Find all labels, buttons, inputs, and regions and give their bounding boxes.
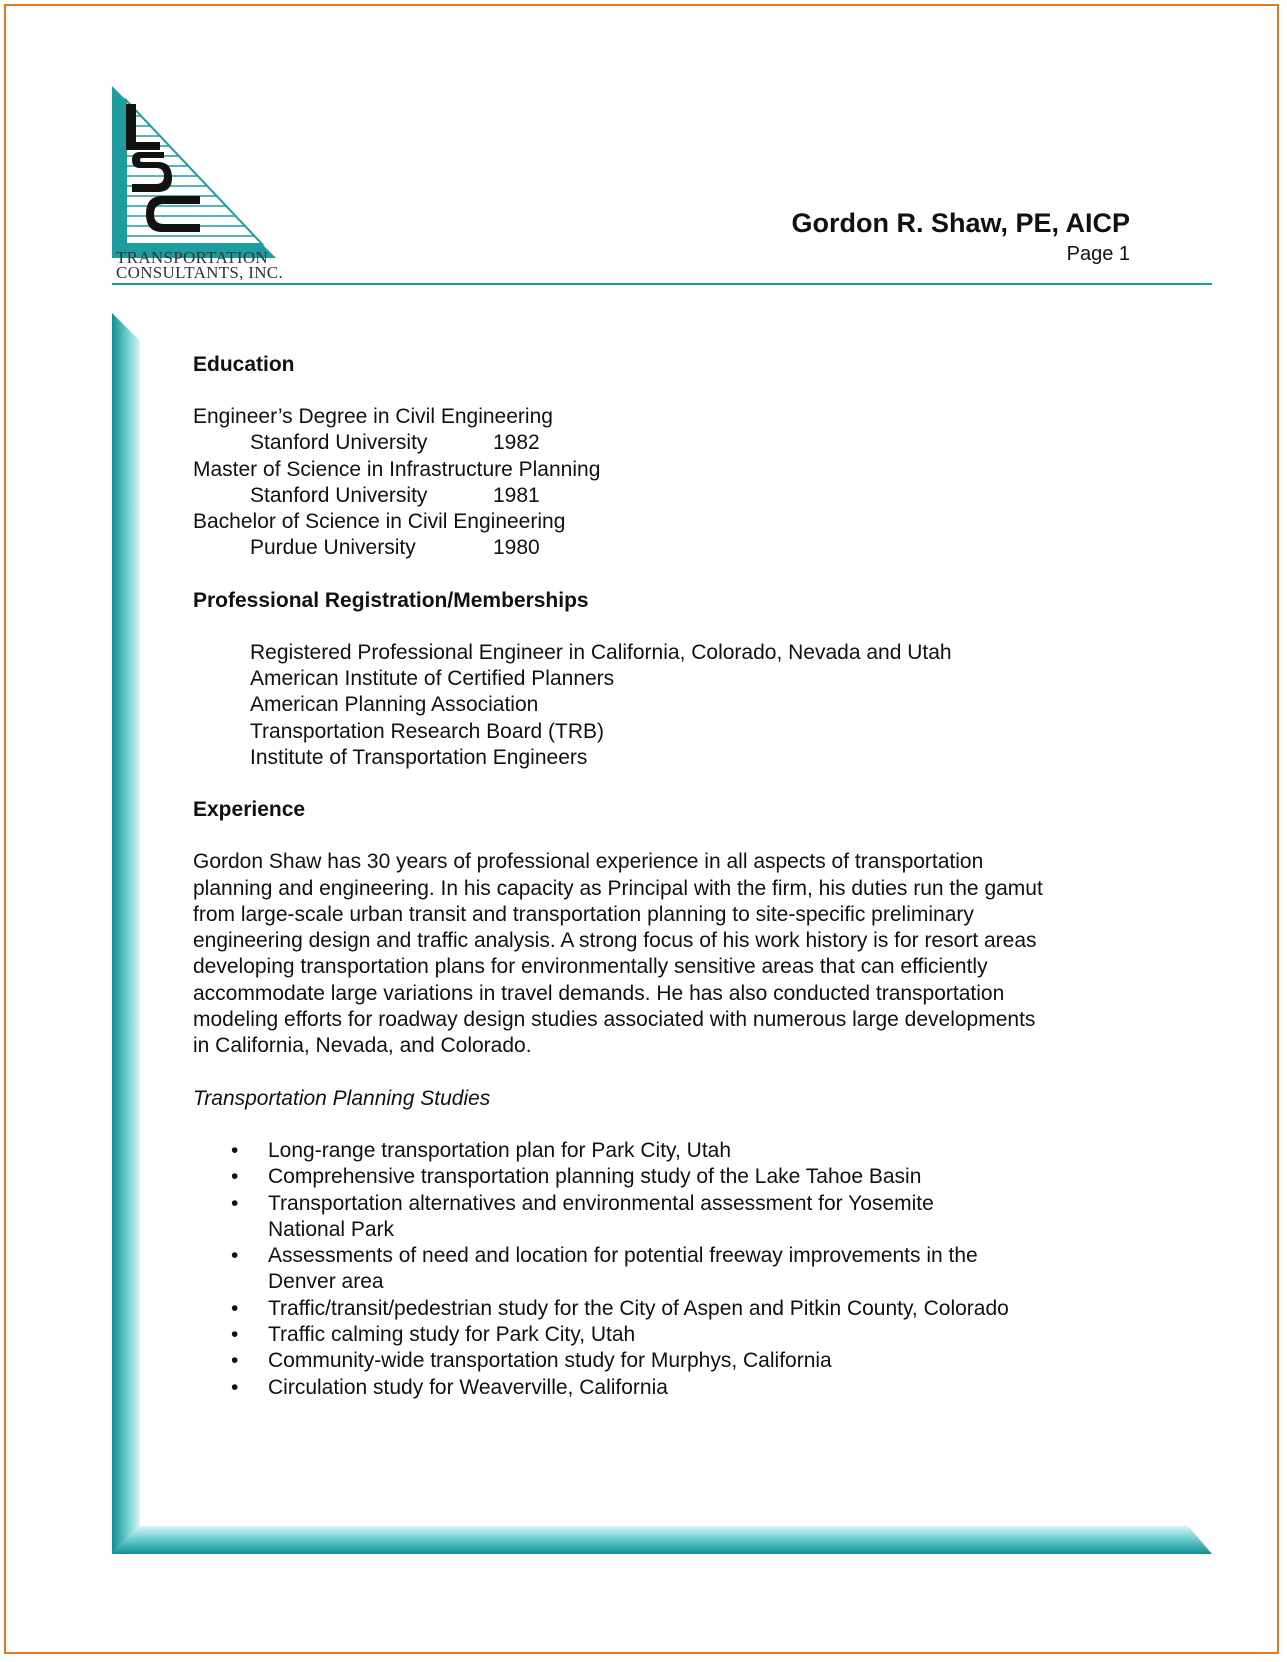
study-line: National Park	[268, 1217, 395, 1241]
person-name: Gordon R. Shaw, PE, AICP	[791, 208, 1130, 238]
list-item	[193, 1243, 1153, 1296]
list-item	[193, 1375, 1153, 1401]
education-school: Purdue University	[250, 536, 416, 560]
registration-list	[193, 640, 1153, 771]
study-line: • Comprehensive transportation planning study of the Lake Tahoe Basin	[268, 1165, 922, 1189]
experience-line: developing transportation plans for environmentally sensitive areas that can efficiently	[193, 955, 988, 979]
experience-paragraph	[193, 849, 1153, 1059]
logo-caption-line2: CONSULTANTS, INC.	[116, 263, 283, 282]
education-year: 1980	[493, 536, 540, 560]
frame-bottom-bar	[112, 1526, 1212, 1554]
registration-item: American Institute of Certified Planners	[250, 667, 615, 691]
list-item	[193, 1322, 1153, 1348]
logo-caption-line1: TRANSPORTATION	[116, 248, 268, 267]
study-line: Denver area	[268, 1270, 384, 1294]
list-item	[193, 1348, 1153, 1374]
education-detail	[193, 535, 1153, 561]
education-year: 1982	[493, 431, 540, 455]
education-degree: Bachelor of Science in Civil Engineering	[193, 510, 566, 534]
studies-list	[193, 1138, 1153, 1401]
experience-line: planning and engineering. In his capacity as Principal with the firm, his duties run the gamut	[193, 876, 1043, 900]
list-item	[193, 1164, 1153, 1190]
frame-left-bar	[112, 313, 140, 1554]
experience-line: engineering design and traffic analysis. A strong focus of his work history is for resort areas	[193, 929, 1037, 953]
education-year: 1981	[493, 483, 540, 507]
education-detail	[193, 483, 1153, 509]
list-item	[193, 1191, 1153, 1244]
study-line: • Traffic/transit/pedestrian study for the City of Aspen and Pitkin County, Colorado	[268, 1296, 1009, 1320]
experience-line: from large-scale urban transit and transportation planning to site-specific preliminary	[193, 902, 974, 926]
list-item	[193, 1138, 1153, 1164]
study-line: • Circulation study for Weaverville, California	[268, 1375, 668, 1399]
education-school: Stanford University	[250, 431, 428, 455]
study-line: • Community-wide transportation study for Murphys, California	[268, 1349, 832, 1373]
experience-line: accommodate large variations in travel demands. He has also conducted transportation	[193, 981, 1005, 1005]
study-line: • Assessments of need and location for potential freeway improvements in the	[268, 1244, 978, 1268]
registration-item: Registered Professional Engineer in California, Colorado, Nevada and Utah	[250, 640, 952, 664]
education-list	[193, 404, 1153, 562]
page-number: Page 1	[1066, 243, 1130, 265]
registration-heading: Professional Registration/Memberships	[193, 588, 589, 612]
study-line: • Long-range transportation plan for Park City, Utah	[268, 1138, 732, 1162]
registration-item: American Planning Association	[250, 693, 539, 717]
experience-heading: Experience	[193, 798, 306, 822]
education-heading: Education	[193, 353, 295, 376]
education-degree: Master of Science in Infrastructure Planning	[193, 457, 601, 481]
experience-line: Gordon Shaw has 30 years of professional experience in all aspects of transportation	[193, 850, 984, 874]
studies-heading: Transportation Planning Studies	[193, 1086, 491, 1110]
education-detail	[193, 430, 1153, 456]
registration-item: Transportation Research Board (TRB)	[250, 719, 605, 743]
experience-line: modeling efforts for roadway design studies associated with numerous large developments	[193, 1008, 1036, 1032]
education-school: Stanford University	[250, 483, 428, 507]
education-degree: Engineer’s Degree in Civil Engineering	[193, 405, 553, 428]
resume-content	[193, 352, 1153, 1401]
registration-item: Institute of Transportation Engineers	[250, 745, 588, 769]
experience-line: in California, Nevada, and Colorado.	[193, 1034, 532, 1058]
study-line: • Traffic calming study for Park City, Utah	[268, 1323, 636, 1347]
study-line: • Transportation alternatives and environmental assessment for Yosemite	[268, 1191, 934, 1215]
list-item	[193, 1296, 1153, 1322]
